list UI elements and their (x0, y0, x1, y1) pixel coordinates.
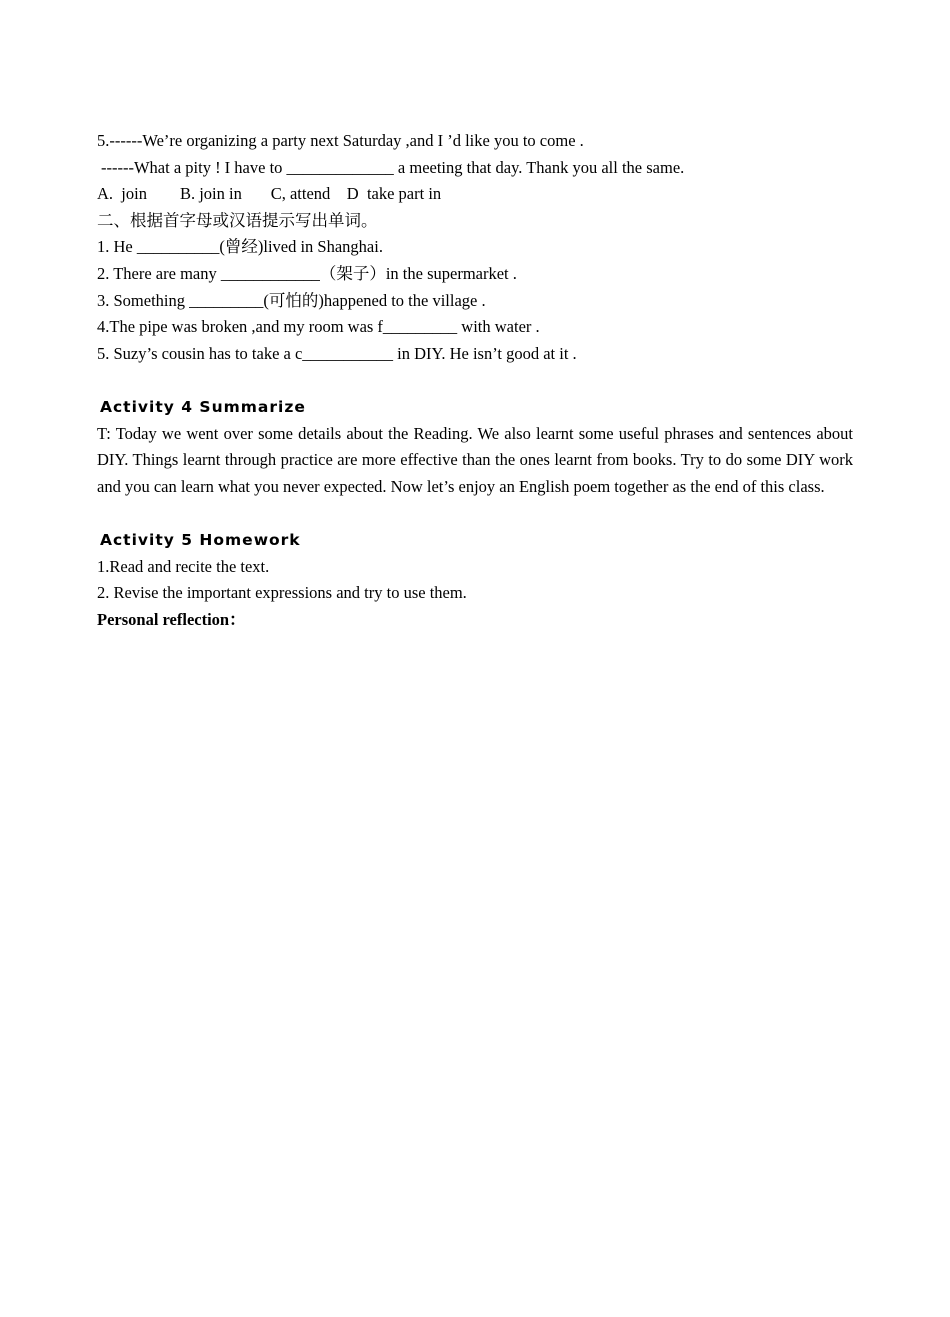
activity-5-heading: Activity 5 Homework (100, 530, 301, 549)
fill-in-item-5: 5. Suzy’s cousin has to take a c___________ in DIY. He isn’t good at it . (97, 343, 577, 363)
activity-4-heading: Activity 4 Summarize (100, 397, 306, 416)
section-2-title: 二、根据首字母或汉语提示写出单词。 (97, 210, 378, 230)
fill-in-item-3: 3. Something _________(可怕的)happened to the village . (97, 290, 486, 310)
document-page (97, 128, 853, 633)
fill-in-item-4: 4.The pipe was broken ,and my room was f_________ with water . (97, 317, 540, 337)
fill-in-item-1: 1. He __________(曾经)lived in Shanghai. (97, 237, 383, 257)
personal-reflection-label: Personal reflection： (97, 609, 246, 629)
fill-in-item-2: 2. There are many ____________（架子）in the supermarket . (97, 263, 517, 283)
homework-item-2: 2. Revise the important expressions and try to use them. (97, 583, 467, 603)
activity-4-summary-text: T: Today we went over some details about the Reading. We also learnt some useful phrases and sentences about DIY. Things learnt through practice are more effective than the ones learnt from books. Try to do some DIY work and you can learn what you never expected. Now let’s enjoy an English poem together as the end of this class. (97, 423, 853, 496)
homework-item-1: 1.Read and recite the text. (97, 556, 270, 576)
spacer (97, 500, 853, 527)
question-5-reply: ------What a pity ! I have to _____________ a meeting that day. Thank you all the same. (101, 157, 685, 177)
question-5-prompt: 5.------We’re organizing a party next Saturday ,and I ’d like you to come . (97, 131, 584, 150)
spacer (97, 367, 853, 394)
question-5-options: A. join B. join in C, attend D take part in (97, 184, 442, 204)
